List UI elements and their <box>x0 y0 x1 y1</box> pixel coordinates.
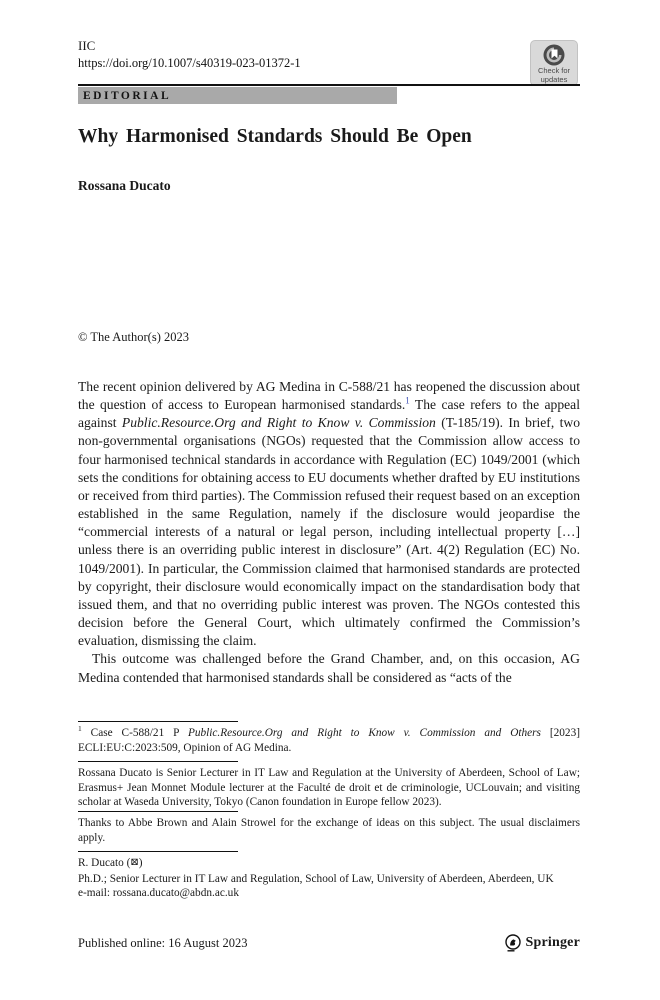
acknowledgement-text: Thanks to Abbe Brown and Alain Strowel for the exchange of ideas on this subject. The usual disclaimers apply. <box>78 817 580 844</box>
crossmark-icon <box>542 43 566 67</box>
copyright-line: © The Author(s) 2023 <box>78 330 189 344</box>
article-body <box>78 378 580 687</box>
footnote-separator <box>78 721 238 722</box>
affiliation-separator <box>78 761 238 762</box>
author-name: Rossana Ducato <box>78 178 171 193</box>
article-title: Why Harmonised Standards Should Be Open <box>78 126 472 147</box>
acknowledgement-note <box>78 816 580 845</box>
correspondence-separator <box>78 851 238 852</box>
thanks-separator <box>78 811 238 812</box>
correspondence-block <box>78 856 580 901</box>
check-for-updates-badge[interactable] <box>530 40 578 86</box>
footnote-1-text: $^1$ Case C-588/21 P Public.Resource.Org and Right to Know v. Commission and Others [2023] ECLI:EU:C:2023:509, Opinion of AG Medina. <box>78 724 580 754</box>
section-type-bar <box>78 87 397 104</box>
footnote-1 <box>78 726 580 755</box>
affiliation-text: Rossana Ducato is Senior Lecturer in IT Law and Regulation at the University of Aberdeen, School of Law; Erasmus+ Jean Monnet Module lecturer at the Faculté de droit et de criminologie, UCLouvain; and visiting scholar at Waseda University, Tokyo (Canon foundation in Europe fellow 2023). <box>78 767 580 808</box>
correspondence-role: Ph.D.; Senior Lecturer in IT Law and Regulation, School of Law, University of Aberdeen, Aberdeen, UK <box>78 872 554 885</box>
publisher-name: Springer <box>525 935 580 950</box>
springer-horse-icon <box>504 934 522 952</box>
correspondence-email[interactable]: e-mail: rossana.ducato@abdn.ac.uk <box>78 887 239 899</box>
check-updates-label-line2: updates <box>540 74 568 84</box>
journal-name: IIC <box>78 38 96 53</box>
section-label: EDITORIAL <box>83 89 172 102</box>
doi-link[interactable]: https://doi.org/10.1007/s40319-023-01372-1 <box>78 56 301 70</box>
header-rule <box>78 84 580 86</box>
affiliation-note <box>78 766 580 810</box>
body-paragraph-2: This outcome was challenged before the Grand Chamber, and, on this occasion, AG Medina contended that harmonised standards shall be considered as “acts of the <box>78 651 580 685</box>
publisher-logo <box>504 934 581 952</box>
correspondence-name: R. Ducato (⊠) <box>78 857 143 869</box>
published-online-date: Published online: 16 August 2023 <box>78 935 248 950</box>
page-footer <box>78 934 580 952</box>
check-updates-label-line1: Check for <box>537 66 571 75</box>
body-paragraph-1: The recent opinion delivered by AG Medina in C-588/21 has reopened the discussion about the question of access to European harmonised standards.$^1$ The case refers to the appeal against Public.Resource.Org and Right to Know v. Commission (T-185/19). In brief, two non-governmental organisations (NGOs) requested that the Commission allow access to four harmonised technical standards in accordance with Regulation (EC) 1049/2001 (which sets the conditions for obtaining access to EU documents whether drafted by EU institutions or received from third parties). The Commission refused their request based on an exception established in the same Regulation, namely if the disclosure would jeopardise the “commercial interests of a natural or legal person, including intellectual property […] unless there is an overriding public interest in disclosure” (Art. 4(2) Regulation (EC) No. 1049/2001). In particular, the Commission claimed that harmonised standards are protected by copyright, their disclosure would economically impact on the standardisation body that issued them, and that no overriding public interest was proven. The NGOs contested this decision before the General Court, which ultimately confirmed the Commission’s evaluation, dismissing the claim. <box>78 379 581 649</box>
